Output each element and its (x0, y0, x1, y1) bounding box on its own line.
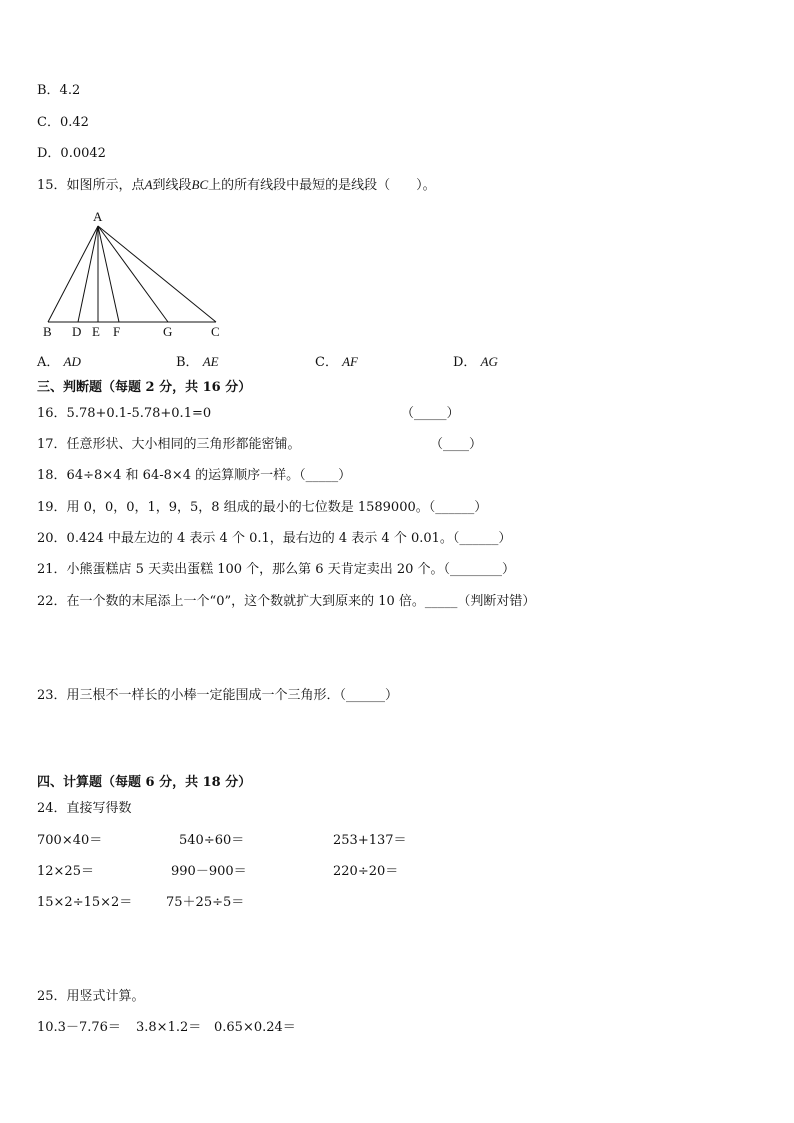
q15-text-2: 到线段 (152, 178, 192, 193)
segment-ad (78, 226, 98, 322)
label-c: C (211, 324, 220, 339)
calc-item: 0.65×0.24＝ (214, 1020, 296, 1035)
option-d: D．0.0042 (37, 146, 106, 161)
label-e: E (92, 324, 100, 339)
q15-text-1: 如图所示，点 (66, 178, 145, 193)
calc-item: 990－900＝ (171, 864, 247, 879)
calc-item: 10.3－7.76＝ (37, 1020, 121, 1035)
label-g: G (163, 324, 173, 339)
calc-item: 220÷20＝ (333, 864, 399, 879)
label-a: A (93, 209, 103, 224)
question-18: 18．64÷8×4 和 64-8×4 的运算顺序一样。（_____） (37, 468, 352, 483)
option-b: B．4.2 (37, 83, 81, 98)
question-25-title: 25．用竖式计算。 (37, 989, 145, 1004)
question-20: 20．0.424 中最左边的 4 表示 4 个 0.1，最右边的 4 表示 4 个 0.01。（______） (37, 531, 512, 546)
q15-option-b[interactable]: B． AE (176, 354, 219, 370)
calc-item: 3.8×1.2＝ (136, 1020, 202, 1035)
q15-var-bc: BC (191, 177, 209, 192)
question-15 (37, 177, 436, 194)
calc-item: 540÷60＝ (179, 833, 245, 848)
calc-item: 12×25＝ (37, 864, 94, 879)
triangle-figure (36, 206, 236, 340)
question-24-title: 24．直接写得数 (37, 801, 132, 816)
q15-option-c[interactable]: C． AF (315, 354, 358, 370)
q15-number: 15． (37, 178, 67, 193)
q15-option-d[interactable]: D． AG (453, 354, 498, 370)
q15-text-3: 上的所有线段中最短的是线段（ ）。 (208, 178, 436, 193)
section-4-title: 四、计算题（每题 6 分，共 18 分） (37, 775, 252, 790)
question-23: 23．用三根不一样长的小棒一定能围成一个三角形．（______） (37, 688, 399, 703)
label-f: F (113, 324, 121, 339)
q15-option-a[interactable]: A． AD (37, 354, 81, 370)
question-21: 21．小熊蛋糕店 5 天卖出蛋糕 100 个，那么第 6 天肯定卖出 20 个。（________） (37, 562, 515, 577)
question-19: 19．用 0，0，0，1，9，5，8 组成的最小的七位数是 1589000。（______） (37, 500, 488, 515)
segment-ab (48, 226, 98, 322)
question-22: 22．在一个数的末尾添上一个“0”，这个数就扩大到原来的 10 倍。_____（判断对错） (37, 594, 536, 609)
calc-item: 700×40＝ (37, 833, 103, 848)
question-17: 17．任意形状、大小相同的三角形都能密铺。 （____） (37, 437, 483, 452)
q15-var-a: A (144, 177, 153, 192)
question-16: 16．5.78+0.1-5.78+0.1=0 （_____） (37, 406, 460, 421)
calc-item: 75＋25÷5＝ (166, 895, 245, 910)
option-c: C．0.42 (37, 115, 89, 130)
label-d: D (72, 324, 82, 339)
section-3-title: 三、判断题（每题 2 分，共 16 分） (37, 380, 252, 395)
calc-item: 15×2÷15×2＝ (37, 895, 133, 910)
label-b: B (43, 324, 52, 339)
calc-item: 253+137＝ (333, 833, 407, 848)
